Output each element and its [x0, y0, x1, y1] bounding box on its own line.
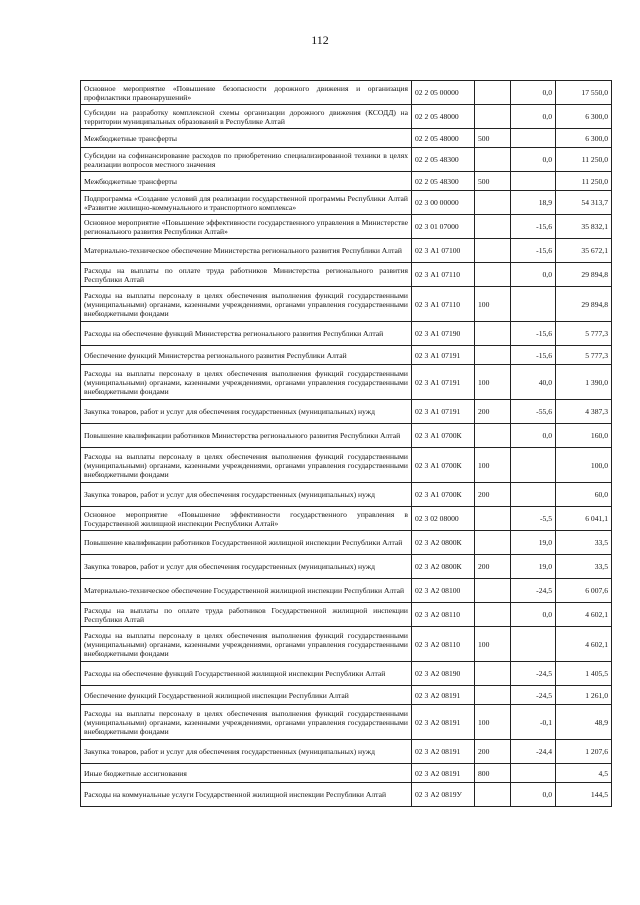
- table-row: [81, 172, 612, 191]
- table-row: [81, 263, 612, 287]
- row-total-cell: 33,5: [556, 555, 612, 579]
- row-name-cell: Обеспечение функций Государственной жилищной инспекции Республики Алтай: [81, 686, 412, 705]
- table-row: [81, 81, 612, 105]
- row-code-cell: 02 3 00 00000: [412, 191, 475, 215]
- row-name-cell: Расходы на выплаты по оплате труда работников Государственной жилищной инспекции Республики Алтай: [81, 603, 412, 627]
- row-change-cell: -15,6: [511, 215, 556, 239]
- row-total-cell: 1 390,0: [556, 365, 612, 400]
- row-total-cell: 4 602,1: [556, 627, 612, 662]
- row-expense-type-cell: [475, 783, 511, 807]
- row-expense-type-cell: [475, 148, 511, 172]
- row-code-cell: 02 2 05 48300: [412, 172, 475, 191]
- row-expense-type-cell: [475, 191, 511, 215]
- row-code-cell: 02 3 А1 0700К: [412, 424, 475, 448]
- row-name-cell: Повышение квалификации работников Государственной жилищной инспекции Республики Алтай: [81, 531, 412, 555]
- row-code-cell: 02 3 А2 08110: [412, 627, 475, 662]
- row-name-cell: Расходы на выплаты персоналу в целях обеспечения выполнения функций государственными (муниципальными) органами, казенными учреждениями, органами управления государственными внебюджетными фондами: [81, 448, 412, 483]
- row-code-cell: 02 3 А2 08110: [412, 603, 475, 627]
- row-name-cell: Расходы на выплаты персоналу в целях обеспечения выполнения функций государственными (муниципальными) органами, казенными учреждениями, органами управления государственными внебюджетными фондами: [81, 627, 412, 662]
- row-code-cell: 02 3 А1 0700К: [412, 448, 475, 483]
- row-total-cell: 6 300,0: [556, 105, 612, 129]
- row-total-cell: 1 261,0: [556, 686, 612, 705]
- table-row: [81, 531, 612, 555]
- row-code-cell: 02 3 А2 08191: [412, 740, 475, 764]
- row-expense-type-cell: 500: [475, 172, 511, 191]
- table-row: [81, 424, 612, 448]
- row-name-cell: Расходы на обеспечение функций Государственной жилищной инспекции Республики Алтай: [81, 662, 412, 686]
- row-name-cell: Межбюджетные трансферты: [81, 172, 412, 191]
- row-code-cell: 02 3 01 07000: [412, 215, 475, 239]
- row-code-cell: 02 3 А2 0800К: [412, 531, 475, 555]
- table-row: [81, 764, 612, 783]
- row-code-cell: 02 3 А1 07100: [412, 239, 475, 263]
- row-name-cell: Обеспечение функций Министерства регионального развития Республики Алтай: [81, 346, 412, 365]
- row-change-cell: 19,0: [511, 555, 556, 579]
- row-expense-type-cell: 500: [475, 129, 511, 148]
- row-total-cell: 6 300,0: [556, 129, 612, 148]
- row-total-cell: 54 313,7: [556, 191, 612, 215]
- table-row: [81, 783, 612, 807]
- row-total-cell: 5 777,3: [556, 322, 612, 346]
- row-expense-type-cell: 200: [475, 400, 511, 424]
- row-expense-type-cell: [475, 424, 511, 448]
- table-row: [81, 215, 612, 239]
- table-row: [81, 148, 612, 172]
- row-expense-type-cell: [475, 686, 511, 705]
- budget-table-body: [81, 81, 612, 807]
- page-number: 112: [311, 33, 329, 47]
- row-name-cell: Расходы на коммунальные услуги Государственной жилищной инспекции Республики Алтай: [81, 783, 412, 807]
- table-row: [81, 365, 612, 400]
- table-row: [81, 287, 612, 322]
- row-name-cell: Закупка товаров, работ и услуг для обеспечения государственных (муниципальных) нужд: [81, 555, 412, 579]
- row-expense-type-cell: 100: [475, 448, 511, 483]
- table-row: [81, 105, 612, 129]
- row-expense-type-cell: [475, 81, 511, 105]
- row-total-cell: 33,5: [556, 531, 612, 555]
- row-total-cell: 4,5: [556, 764, 612, 783]
- row-expense-type-cell: 200: [475, 740, 511, 764]
- table-row: [81, 705, 612, 740]
- row-change-cell: -24,5: [511, 686, 556, 705]
- row-change-cell: [511, 483, 556, 507]
- row-change-cell: -24,5: [511, 579, 556, 603]
- row-total-cell: 6 041,1: [556, 507, 612, 531]
- row-change-cell: [511, 129, 556, 148]
- row-code-cell: 02 3 А2 08100: [412, 579, 475, 603]
- row-name-cell: Основное мероприятие «Повышение безопасности дорожного движения и организация профилактики правонарушений»: [81, 81, 412, 105]
- row-name-cell: Закупка товаров, работ и услуг для обеспечения государственных (муниципальных) нужд: [81, 400, 412, 424]
- row-code-cell: 02 3 А1 07190: [412, 322, 475, 346]
- table-row: [81, 346, 612, 365]
- row-code-cell: 02 3 А2 08190: [412, 662, 475, 686]
- row-code-cell: 02 3 А1 07191: [412, 365, 475, 400]
- row-name-cell: Повышение квалификации работников Министерства регионального развития Республики Алтай: [81, 424, 412, 448]
- row-code-cell: 02 3 А2 08191: [412, 705, 475, 740]
- row-code-cell: 02 3 А1 07110: [412, 263, 475, 287]
- row-code-cell: 02 3 А1 07191: [412, 346, 475, 365]
- row-change-cell: -15,6: [511, 239, 556, 263]
- row-expense-type-cell: [475, 603, 511, 627]
- row-total-cell: 4 387,3: [556, 400, 612, 424]
- row-expense-type-cell: 800: [475, 764, 511, 783]
- row-expense-type-cell: 100: [475, 627, 511, 662]
- row-code-cell: 02 3 А2 08191: [412, 686, 475, 705]
- row-expense-type-cell: [475, 263, 511, 287]
- row-code-cell: 02 2 05 00000: [412, 81, 475, 105]
- row-change-cell: 0,0: [511, 263, 556, 287]
- row-name-cell: Материально-техническое обеспечение Государственной жилищной инспекции Республики Алтай: [81, 579, 412, 603]
- row-expense-type-cell: [475, 507, 511, 531]
- row-total-cell: 48,9: [556, 705, 612, 740]
- row-total-cell: 29 894,8: [556, 263, 612, 287]
- row-expense-type-cell: 200: [475, 483, 511, 507]
- row-expense-type-cell: [475, 322, 511, 346]
- row-total-cell: 100,0: [556, 448, 612, 483]
- row-change-cell: 0,0: [511, 105, 556, 129]
- row-expense-type-cell: 100: [475, 705, 511, 740]
- row-name-cell: Основное мероприятие «Повышение эффективности государственного управления в Государственной жилищной инспекции Республики Алтай»: [81, 507, 412, 531]
- row-total-cell: 1 405,5: [556, 662, 612, 686]
- row-code-cell: 02 3 А2 0800К: [412, 555, 475, 579]
- table-row: [81, 129, 612, 148]
- row-name-cell: Закупка товаров, работ и услуг для обеспечения государственных (муниципальных) нужд: [81, 483, 412, 507]
- row-change-cell: [511, 764, 556, 783]
- table-row: [81, 400, 612, 424]
- row-total-cell: 6 007,6: [556, 579, 612, 603]
- row-expense-type-cell: [475, 531, 511, 555]
- row-total-cell: 29 894,8: [556, 287, 612, 322]
- row-change-cell: -24,4: [511, 740, 556, 764]
- row-expense-type-cell: [475, 662, 511, 686]
- row-expense-type-cell: [475, 239, 511, 263]
- row-total-cell: 4 602,1: [556, 603, 612, 627]
- row-name-cell: Материально-техническое обеспечение Министерства регионального развития Республики Алтай: [81, 239, 412, 263]
- row-code-cell: 02 2 05 48000: [412, 105, 475, 129]
- table-row: [81, 686, 612, 705]
- row-total-cell: 17 550,0: [556, 81, 612, 105]
- row-change-cell: 0,0: [511, 148, 556, 172]
- row-change-cell: [511, 448, 556, 483]
- table-row: [81, 448, 612, 483]
- table-row: [81, 239, 612, 263]
- row-expense-type-cell: [475, 105, 511, 129]
- row-code-cell: 02 3 А1 07110: [412, 287, 475, 322]
- row-name-cell: Закупка товаров, работ и услуг для обеспечения государственных (муниципальных) нужд: [81, 740, 412, 764]
- row-code-cell: 02 2 05 48300: [412, 148, 475, 172]
- row-name-cell: Межбюджетные трансферты: [81, 129, 412, 148]
- row-expense-type-cell: [475, 346, 511, 365]
- table-row: [81, 627, 612, 662]
- row-change-cell: 40,0: [511, 365, 556, 400]
- table-row: [81, 579, 612, 603]
- row-name-cell: Основное мероприятие «Повышение эффективности государственного управления в Министерстве регионального развития Республики Алтай»: [81, 215, 412, 239]
- row-total-cell: 11 250,0: [556, 172, 612, 191]
- row-total-cell: 5 777,3: [556, 346, 612, 365]
- row-name-cell: Субсидии на разработку комплексной схемы организации дорожного движения (КСОДД) на территории муниципальных образований в Республике Алтай: [81, 105, 412, 129]
- row-change-cell: 0,0: [511, 603, 556, 627]
- row-change-cell: 19,0: [511, 531, 556, 555]
- row-total-cell: 1 207,6: [556, 740, 612, 764]
- row-code-cell: 02 3 А2 0819У: [412, 783, 475, 807]
- row-code-cell: 02 3 А1 0700К: [412, 483, 475, 507]
- row-name-cell: Расходы на выплаты персоналу в целях обеспечения выполнения функций государственными (муниципальными) органами, казенными учреждениями, органами управления государственными внебюджетными фондами: [81, 365, 412, 400]
- row-change-cell: -5,5: [511, 507, 556, 531]
- row-expense-type-cell: 200: [475, 555, 511, 579]
- table-row: [81, 740, 612, 764]
- row-name-cell: Субсидии на софинансирование расходов по приобретению специализированной техники в целях реализации вопросов местного значения: [81, 148, 412, 172]
- row-name-cell: Иные бюджетные ассигнования: [81, 764, 412, 783]
- row-name-cell: Расходы на выплаты по оплате труда работников Министерства регионального развития Республики Алтай: [81, 263, 412, 287]
- table-row: [81, 322, 612, 346]
- table-row: [81, 191, 612, 215]
- row-change-cell: -15,6: [511, 322, 556, 346]
- row-total-cell: 35 672,1: [556, 239, 612, 263]
- row-total-cell: 60,0: [556, 483, 612, 507]
- row-change-cell: 0,0: [511, 424, 556, 448]
- row-change-cell: -0,1: [511, 705, 556, 740]
- row-code-cell: 02 3 02 08000: [412, 507, 475, 531]
- row-expense-type-cell: 100: [475, 365, 511, 400]
- table-row: [81, 483, 612, 507]
- row-change-cell: 0,0: [511, 783, 556, 807]
- row-change-cell: -55,6: [511, 400, 556, 424]
- table-row: [81, 507, 612, 531]
- row-change-cell: [511, 627, 556, 662]
- row-change-cell: [511, 172, 556, 191]
- budget-table: [80, 80, 612, 807]
- row-change-cell: 0,0: [511, 81, 556, 105]
- row-change-cell: -24,5: [511, 662, 556, 686]
- row-name-cell: Расходы на выплаты персоналу в целях обеспечения выполнения функций государственными (муниципальными) органами, казенными учреждениями, органами управления государственными внебюджетными фондами: [81, 287, 412, 322]
- row-change-cell: -15,6: [511, 346, 556, 365]
- table-row: [81, 555, 612, 579]
- row-change-cell: 18,9: [511, 191, 556, 215]
- row-change-cell: [511, 287, 556, 322]
- row-total-cell: 11 250,0: [556, 148, 612, 172]
- row-total-cell: 35 832,1: [556, 215, 612, 239]
- table-row: [81, 603, 612, 627]
- row-expense-type-cell: [475, 215, 511, 239]
- row-total-cell: 144,5: [556, 783, 612, 807]
- row-name-cell: Подпрограмма «Создание условий для реализации государственной программы Республики Алтай «Развитие жилищно-коммунального и транспортного комплекса»: [81, 191, 412, 215]
- row-code-cell: 02 3 А1 07191: [412, 400, 475, 424]
- row-name-cell: Расходы на выплаты персоналу в целях обеспечения выполнения функций государственными (муниципальными) органами, казенными учреждениями, органами управления государственными внебюджетными фондами: [81, 705, 412, 740]
- row-code-cell: 02 2 05 48000: [412, 129, 475, 148]
- row-total-cell: 160,0: [556, 424, 612, 448]
- row-name-cell: Расходы на обеспечение функций Министерства регионального развития Республики Алтай: [81, 322, 412, 346]
- table-row: [81, 662, 612, 686]
- row-expense-type-cell: 100: [475, 287, 511, 322]
- row-expense-type-cell: [475, 579, 511, 603]
- row-code-cell: 02 3 А2 08191: [412, 764, 475, 783]
